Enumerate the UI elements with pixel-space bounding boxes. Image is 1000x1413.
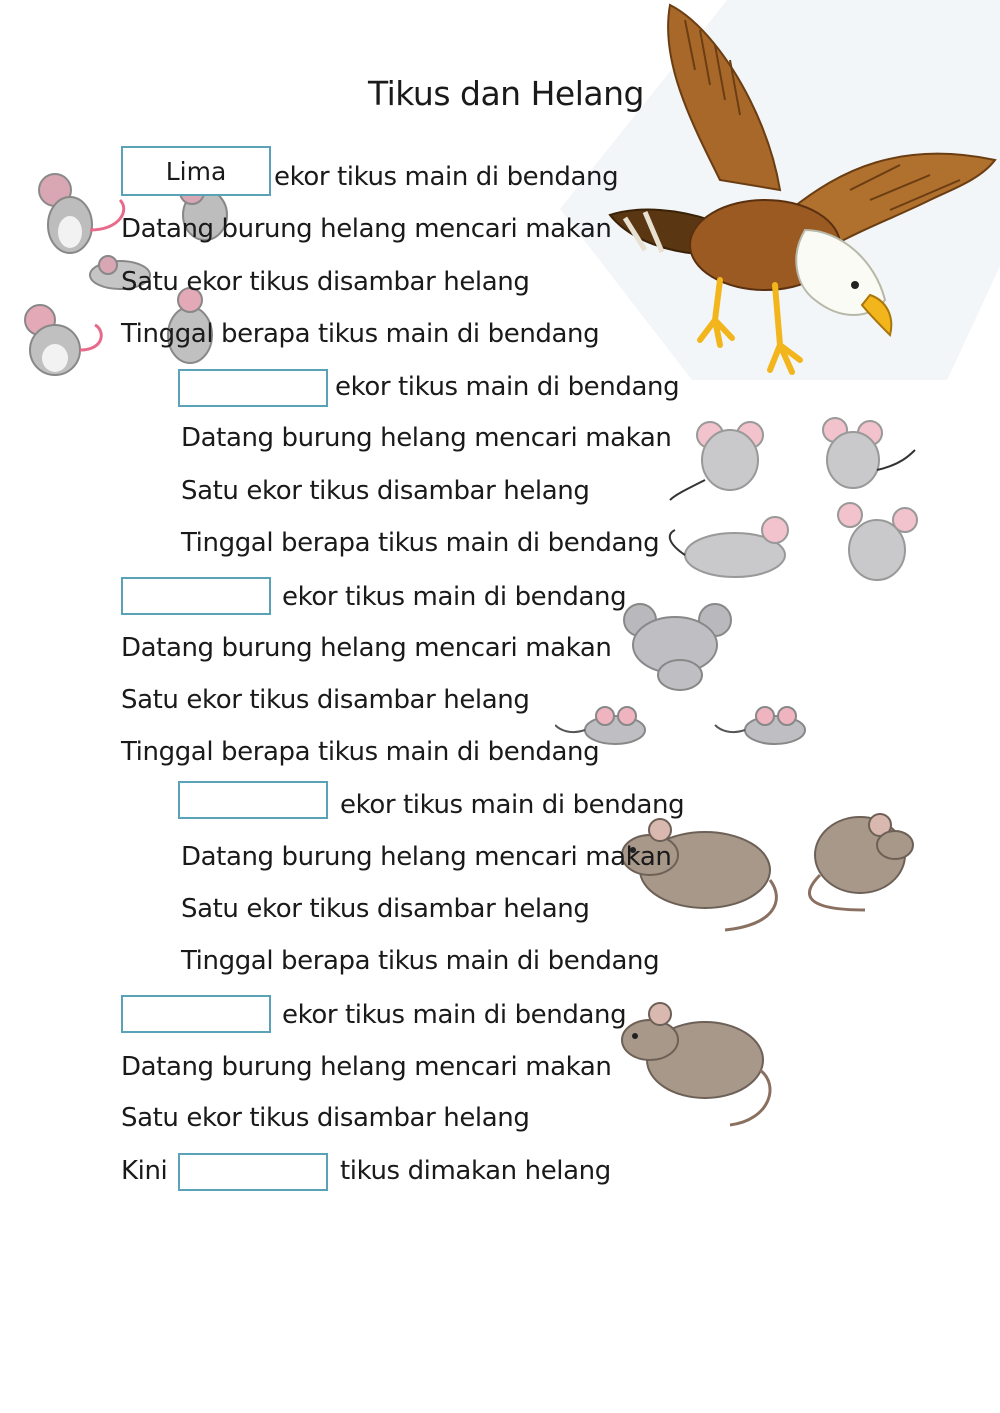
realistic-rat-2 (610, 1000, 790, 1135)
stanza-2-line-4: Tinggal berapa tikus main di bendang (181, 528, 660, 558)
stanza-2-line-1: ekor tikus main di bendang (335, 372, 680, 402)
realistic-rats-group-1 (605, 800, 925, 950)
final-line-suffix: tikus dimakan helang (340, 1156, 611, 1186)
stanza-4-line-3: Satu ekor tikus disambar helang (181, 894, 590, 924)
stanza-4-line-2: Datang burung helang mencari makan (181, 842, 672, 872)
stanza-3-line-1: ekor tikus main di bendang (282, 582, 627, 612)
answer-input-5[interactable] (121, 995, 271, 1033)
eagle-illustration (600, 0, 1000, 390)
stanza-2-line-2: Datang burung helang mencari makan (181, 423, 672, 453)
answer-input-2[interactable] (178, 369, 328, 407)
stanza-4-line-4: Tinggal berapa tikus main di bendang (181, 946, 660, 976)
stanza-3-line-4: Tinggal berapa tikus main di bendang (121, 737, 600, 767)
stanza-1-line-4: Tinggal berapa tikus main di bendang (121, 319, 600, 349)
final-line-prefix: Kini (121, 1156, 168, 1186)
stanza-5-line-1: ekor tikus main di bendang (282, 1000, 627, 1030)
stanza-3-line-2: Datang burung helang mencari makan (121, 633, 612, 663)
stanza-3-line-3: Satu ekor tikus disambar helang (121, 685, 530, 715)
stanza-1-line-3: Satu ekor tikus disambar helang (121, 267, 530, 297)
stanza-1-line-1: ekor tikus main di bendang (274, 162, 619, 192)
answer-input-1[interactable] (121, 146, 271, 196)
stanza-5-line-2: Datang burung helang mencari makan (121, 1052, 612, 1082)
answer-input-6[interactable] (178, 1153, 328, 1191)
cartoon-mice-group-2 (665, 415, 925, 585)
stanza-5-line-3: Satu ekor tikus disambar helang (121, 1103, 530, 1133)
page-title: Tikus dan Helang (368, 74, 644, 113)
answer-input-4[interactable] (178, 781, 328, 819)
stanza-2-line-3: Satu ekor tikus disambar helang (181, 476, 590, 506)
stanza-4-line-1: ekor tikus main di bendang (340, 790, 685, 820)
answer-input-3[interactable] (121, 577, 271, 615)
stanza-1-line-2: Datang burung helang mencari makan (121, 214, 612, 244)
